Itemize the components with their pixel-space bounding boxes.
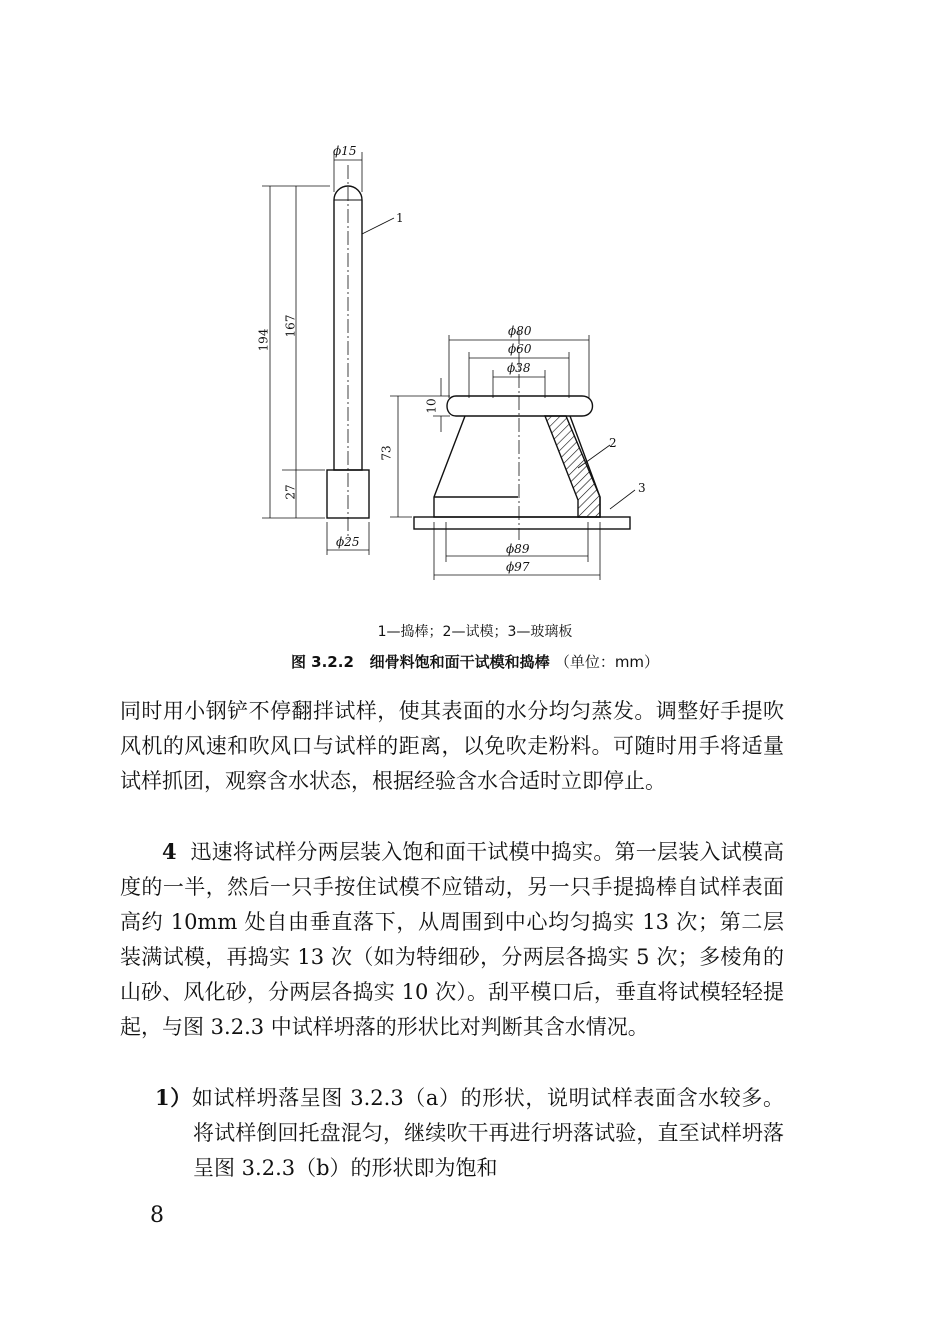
caption-title: 细骨料饱和面干试模和捣棒 <box>369 653 550 671</box>
dim-mold-top-outer: ϕ80 <box>508 324 532 338</box>
caption-label: 图 3.2.2 <box>290 653 354 671</box>
dim-rod-base-height: 27 <box>283 484 298 500</box>
dim-mold-top-inner: ϕ38 <box>507 361 531 375</box>
paragraph-substep-1 <box>155 1080 784 1186</box>
paragraph-step-4 <box>120 834 784 1045</box>
step-number: 4 <box>162 839 177 864</box>
paragraph-1: 同时用小钢铲不停翻拌试样，使其表面的水分均匀蒸发。调整好手提吹风机的风速和吹风口与试样的距离，以免吹走粉料。可随时用手将适量试样抓团，观察含水状态，根据经验含水合适时立即停止。 <box>120 699 784 793</box>
dim-mold-height: 73 <box>379 445 394 461</box>
rod-dimension-lines <box>262 152 394 555</box>
tamping-rod <box>327 165 369 540</box>
caption-unit: （单位：mm） <box>554 653 660 671</box>
dim-rod-base-diameter: ϕ25 <box>336 535 360 549</box>
technical-drawing <box>0 0 950 600</box>
dim-rod-top-diameter: ϕ15 <box>333 144 357 158</box>
figure-caption <box>0 651 950 672</box>
substep-number: 1） <box>155 1085 192 1110</box>
callout-3: 3 <box>638 481 646 495</box>
dim-mold-base-outer: ϕ97 <box>506 560 530 574</box>
dim-mold-base-inner: ϕ89 <box>506 542 530 556</box>
callout-1: 1 <box>396 211 404 225</box>
page-number: 8 <box>150 1203 164 1228</box>
dim-rod-total-height: 194 <box>256 328 271 352</box>
callout-2: 2 <box>609 436 617 450</box>
dim-mold-top-middle: ϕ60 <box>508 342 532 356</box>
substep-text: 如试样坍落呈图 3.2.3（a）的形状，说明试样表面含水较多。将试样倒回托盘混匀，继续吹干再进行坍落试验，直至试样坍落呈图 3.2.3（b）的形状即为饱和 <box>191 1086 784 1180</box>
figure-legend: 1—捣棒；2—试模；3—玻璃板 <box>377 624 573 640</box>
dim-mold-rim-height: 10 <box>424 398 439 414</box>
dim-rod-upper-height: 167 <box>283 314 298 338</box>
step-text: 迅速将试样分两层装入饱和面干试模中捣实。第一层装入试模高度的一半，然后一只手按住试模不应错动，另一只手提捣棒自试样表面高约 10mm 处自由垂直落下，从周围到中心均匀捣实 13 次；第二层装满试模，再捣实 13 次（如为特细砂，分两层各捣实 5 次；多棱角的山砂、风化砂，分两层各捣实 10 次）。刮平模口后，垂直将试模轻轻提起，与图 3.2.3 中试样坍落的形状比对判断其含水情况。 <box>120 840 784 1039</box>
drawing-lines <box>0 0 950 600</box>
